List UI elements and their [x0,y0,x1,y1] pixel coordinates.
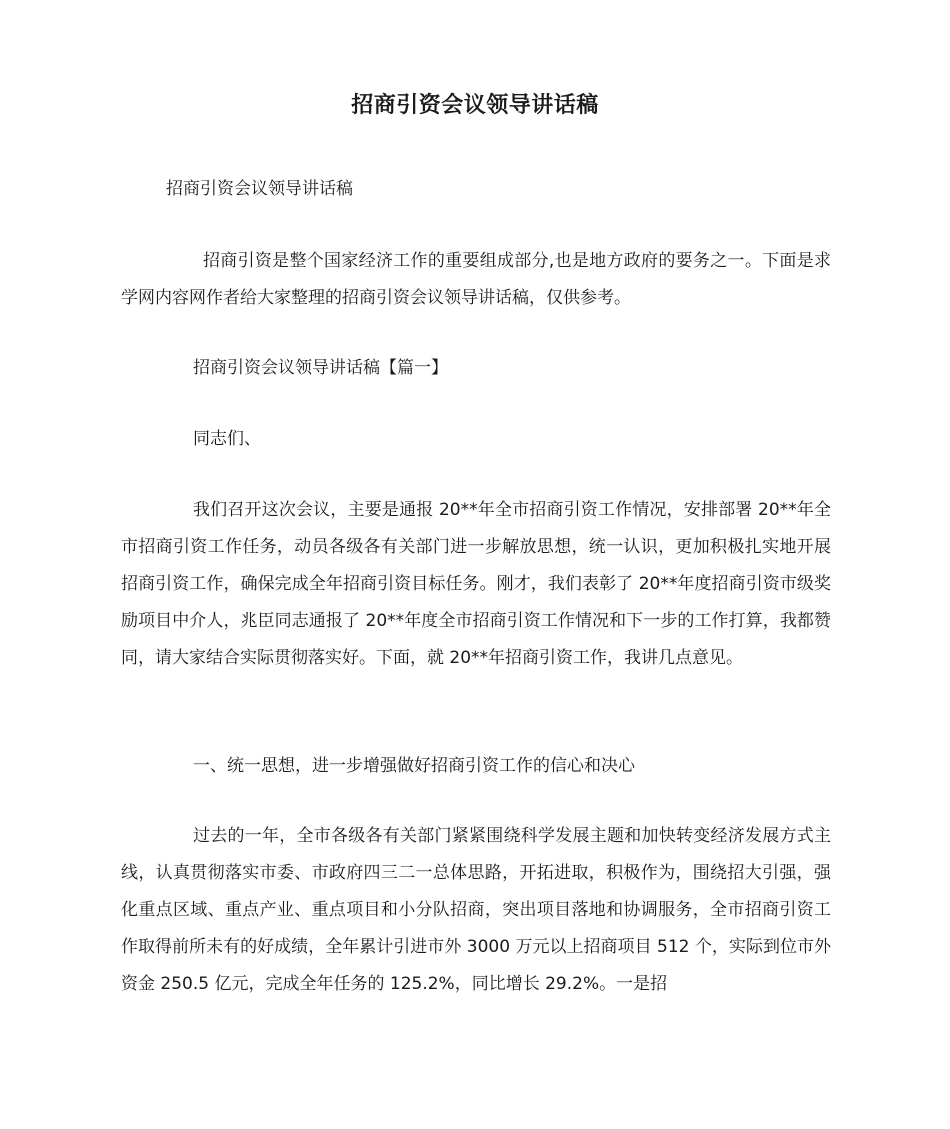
paragraph-opening: 我们召开这次会议，主要是通报 20**年全市招商引资工作情况，安排部署 20**年全市招商引资工作任务，动员各级各有关部门进一步解放思想，统一认识，更加积极扎实地开展招商引资工作，确保完成全年招商引资目标任务。刚才，我们表彰了 20**年度招商引资市级奖励项目中介人，兆臣同志通报了 20**年度全市招商引资工作情况和下一步的工作打算，我都赞同，请大家结合实际贯彻落实好。下面，就 20**年招商引资工作，我讲几点意见。 [121,500,831,668]
paragraph-greeting: 同志们、 [193,429,261,449]
document-title: 招商引资会议领导讲话稿 [351,93,599,118]
document-subtitle: 招商引资会议领导讲话稿 [166,179,353,199]
paragraph-review: 过去的一年，全市各级各有关部门紧紧围绕科学发展主题和加快转变经济发展方式主线，认真贯彻落实市委、市政府四三二一总体思路，开拓进取，积极作为，围绕招大引强，强化重点区域、重点产业、重点项目和小分队招商，突出项目落地和协调服务，全市招商引资工作取得前所未有的好成绩，全年累计引进市外 3000 万元以上招商项目 512 个，实际到位市外资金 250.5 亿元，完成全年任务的 125.2%，同比增长 29.2%。一是招 [121,826,831,994]
section-heading-one: 一、统一思想，进一步增强做好招商引资工作的信心和决心 [193,756,635,776]
paragraph-heading-part-one: 招商引资会议领导讲话稿【篇一】 [193,358,448,378]
paragraph-intro: 招商引资是整个国家经济工作的重要组成部分,也是地方政府的要务之一。下面是求学网内容网作者给大家整理的招商引资会议领导讲话稿，仅供参考。 [121,251,831,308]
